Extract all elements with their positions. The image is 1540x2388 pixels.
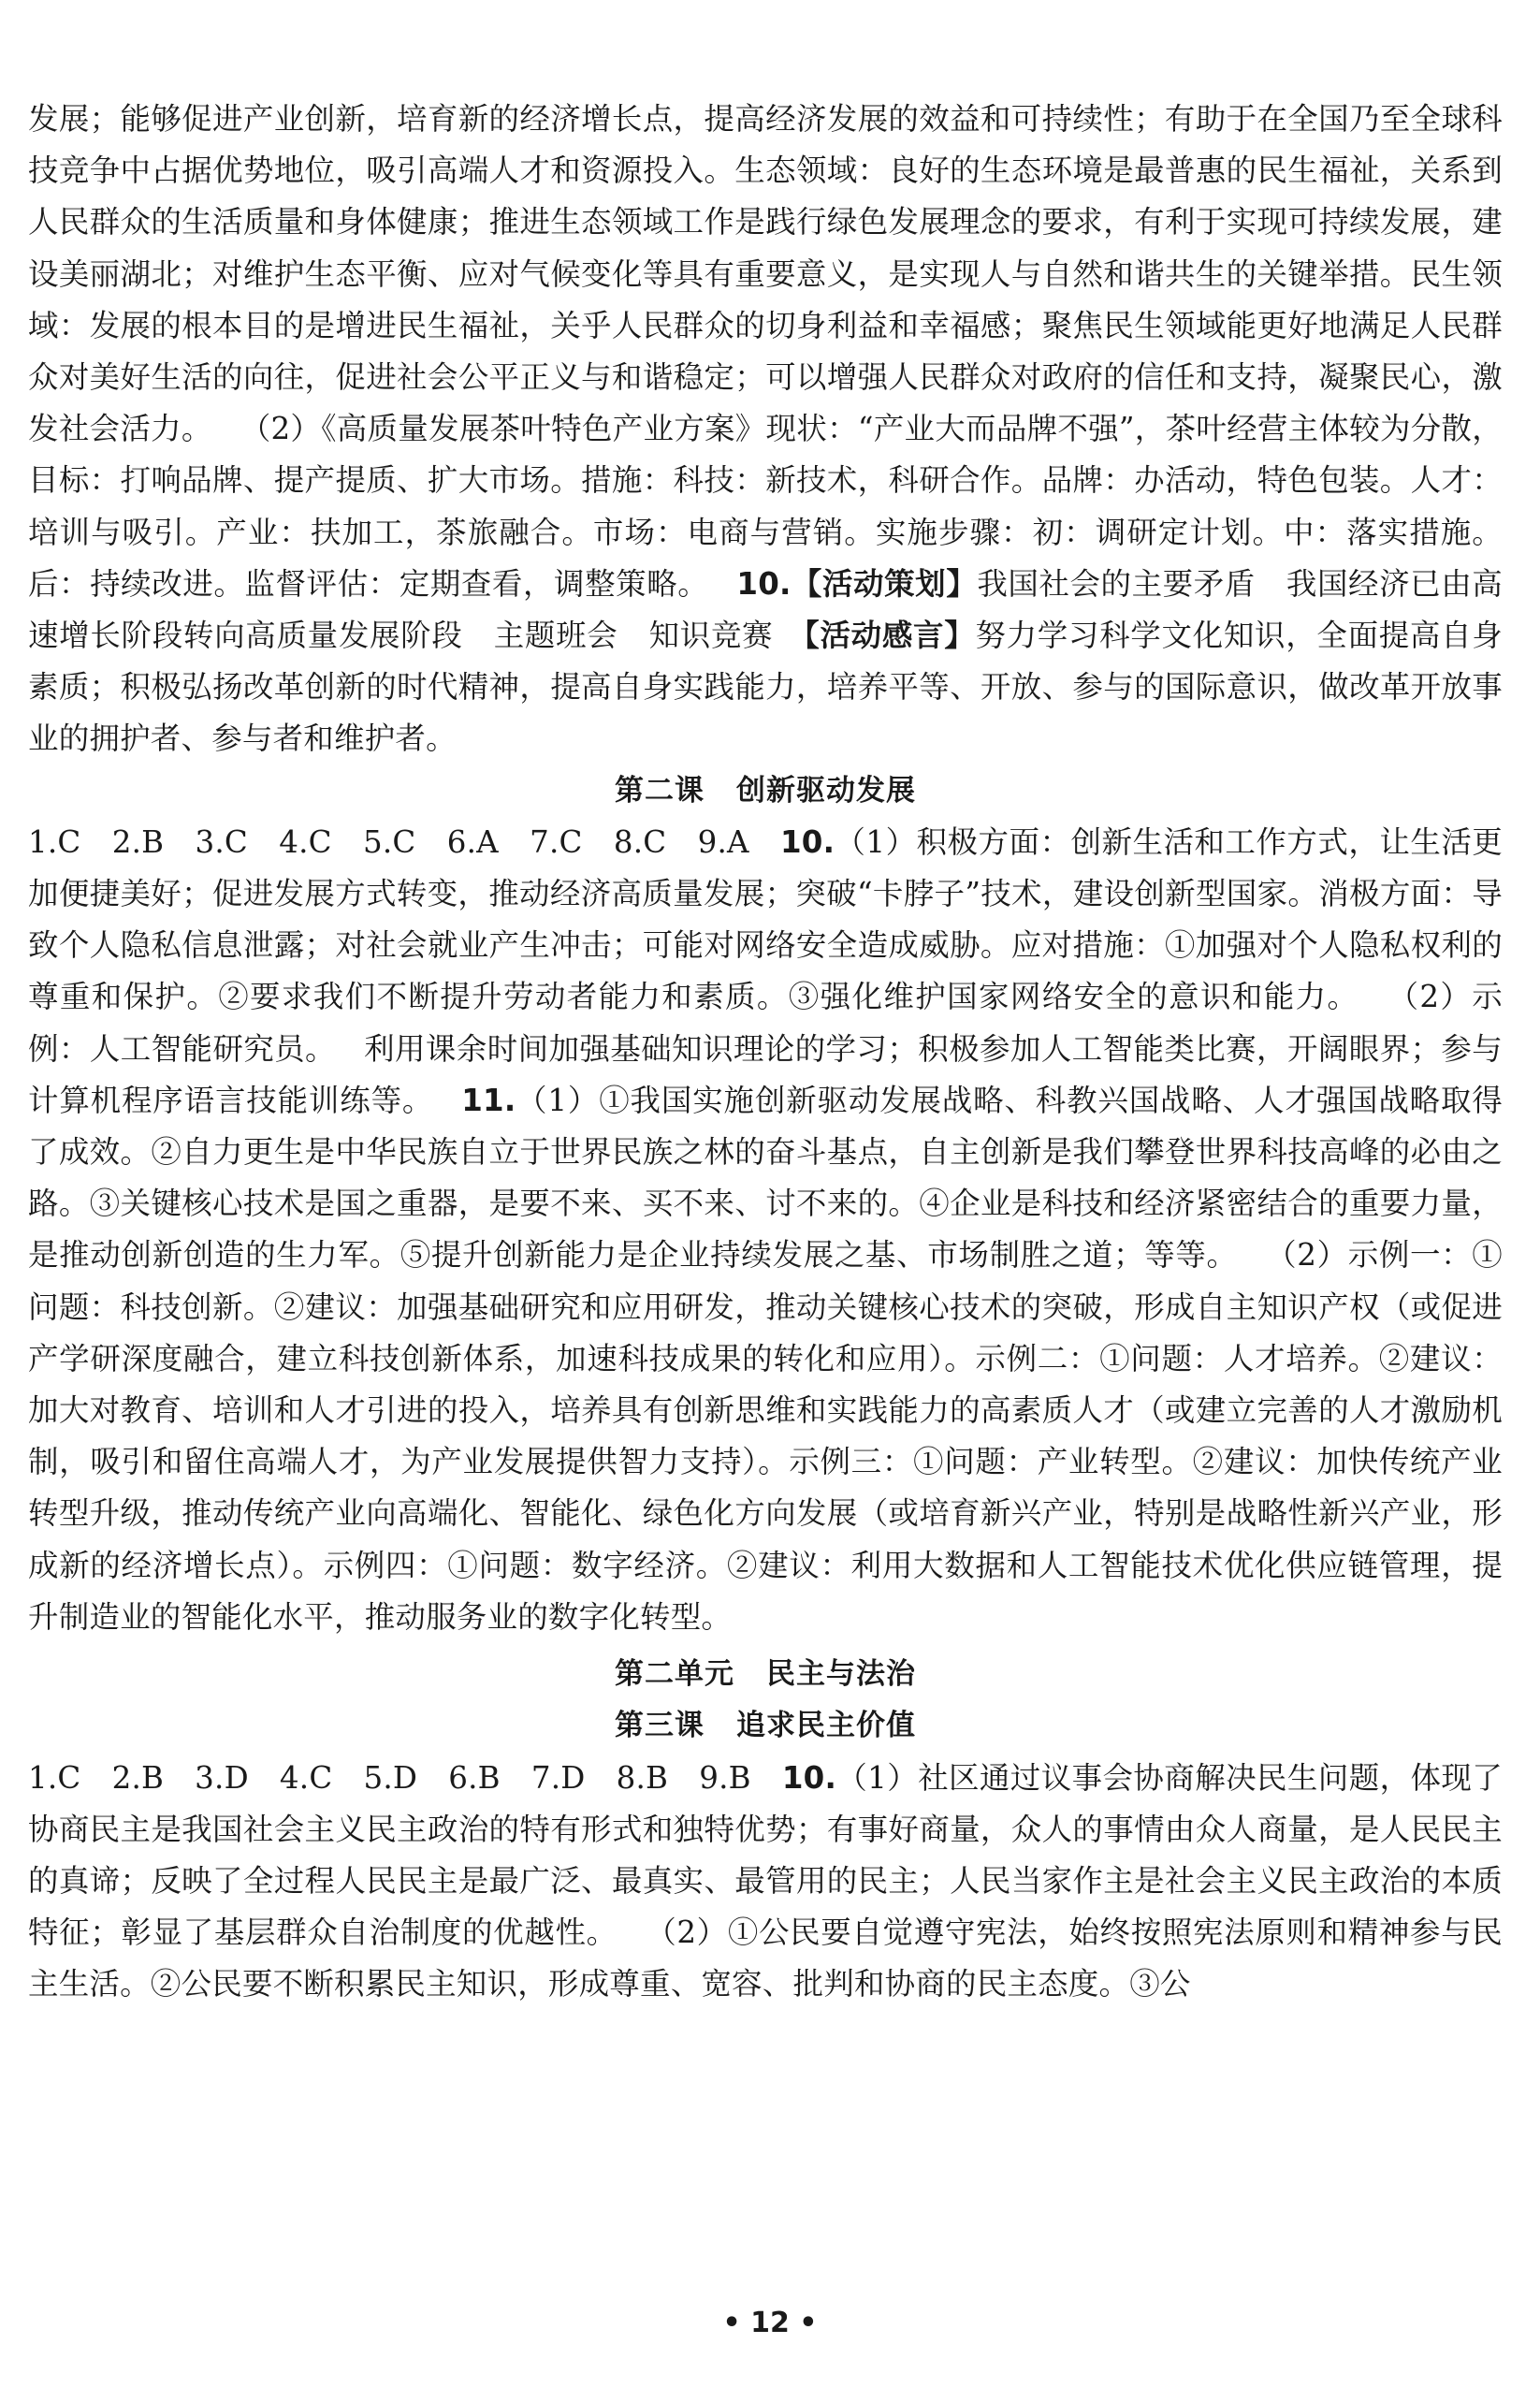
question-number-10: 10. bbox=[736, 565, 792, 602]
lesson3-number: 第三课 bbox=[615, 1709, 705, 1743]
answer-paragraph-lesson1-continued bbox=[28, 94, 1503, 765]
lesson2-choice-answers: 1.C 2.B 3.C 4.C 5.C 6.A 7.C 8.C 9.A bbox=[28, 823, 780, 860]
lesson3-title: 追求民主价值 bbox=[736, 1709, 916, 1743]
lesson3-answers bbox=[28, 1753, 1503, 2011]
lesson3-heading bbox=[28, 1700, 1503, 1752]
unit2-heading bbox=[28, 1649, 1503, 1700]
lesson2-question-number-10: 10. bbox=[779, 823, 835, 860]
lesson2-number: 第二课 bbox=[615, 773, 705, 808]
page-number: • 12 • bbox=[722, 2307, 818, 2339]
lesson2-title: 创新驱动发展 bbox=[736, 773, 916, 808]
lesson3-q10-part2: （2）①公民要自觉遵守宪法，始终按照宪法原则和精神参与民主生活。②公民要不断积累民主知识，形成尊重、宽容、批判和协商的民主态度。③公 bbox=[28, 1915, 1503, 2002]
lesson2-question-number-11: 11. bbox=[461, 1082, 516, 1118]
activity-reflection-text: 努力学习科学文化知识，全面提高自身素质；积极弘扬改革创新的时代精神，提高自身实践能力，培养平等、开放、参与的国际意识，做改革开放事业的拥护者、参与者和维护者。 bbox=[28, 618, 1503, 757]
activity-reflection-tag: 【活动感言】 bbox=[804, 618, 976, 654]
unit2-title: 民主与法治 bbox=[766, 1657, 916, 1692]
lesson1-q9-text: 发展；能够促进产业创新，培育新的经济增长点，提高经济发展的效益和可持续性；有助于在全国乃至全球科技竞争中占据优势地位，吸引高端人才和资源投入。生态领域：良好的生态环境是最普惠的民生福祉，关系到人民群众的生活质量和身体健康；推进生态领域工作是践行绿色发展理念的要求，有利于实现可持续发展，建设美丽湖北；对维护生态平衡、应对气候变化等具有重要意义，是实现人与自然和谐共生的关键举措。民生领域：发展的根本目的是增进民生福祉，关乎人民群众的切身利益和幸福感；聚焦民生领域能更好地满足人民群众对美好生活的向往，促进社会公平正义与和谐稳定；可以增强人民群众对政府的信任和支持，凝聚民心，激发社会活力。 bbox=[28, 101, 1503, 447]
lesson2-q10-part1: （1）积极方面：创新生活和工作方式，让生活更加便捷美好；促进发展方式转变，推动经济高质量发展；突破“卡脖子”技术，建设创新型国家。消极方面：导致个人隐私信息泄露；对社会就业产生冲击；可能对网络安全造成威胁。应对措施：①加强对个人隐私权利的尊重和保护。②要求我们不断提升劳动者能力和素质。③强化维护国家网络安全的意识和能力。 bbox=[28, 823, 1504, 1015]
lesson3-choice-answers: 1.C 2.B 3.D 4.C 5.D 6.B 7.D 8.B 9.B bbox=[28, 1759, 782, 1796]
activity-plan-tag: 【活动策划】 bbox=[791, 565, 978, 602]
lesson2-q10-part2: （2）示例：人工智能研究员。 bbox=[28, 979, 1503, 1067]
lesson2-q10-part3: 利用课余时间加强基础知识理论的学习；积极参加人工智能类比赛，开阔眼界；参与计算机程序语言技能训练等。 bbox=[28, 1030, 1503, 1118]
lesson2-q11-part2: （2）示例一：①问题：科技创新。②建议：加强基础研究和应用研发，推动关键核心技术的突破，形成自主知识产权（或促进产学研深度融合，建立科技创新体系，加速科技成果的转化和应用）。示例二：①问题：人才培养。②建议：加大对教育、培训和人才引进的投入，培养具有创新思维和实践能力的高素质人才（或建立完善的人才激励机制，吸引和留住高端人才，为产业发展提供智力支持）。示例三：①问题：产业转型。②建议：加快传统产业转型升级，推动传统产业向高端化、智能化、绿色化方向发展（或培育新兴产业，特别是战略性新兴产业，形成新的经济增长点）。示例四：①问题：数字经济。②建议：利用大数据和人工智能技术优化供应链管理，提升制造业的智能化水平，推动服务业的数字化转型。 bbox=[28, 1237, 1503, 1635]
lesson2-heading bbox=[28, 765, 1503, 817]
lesson2-answers bbox=[28, 817, 1503, 1643]
lesson3-question-number-10: 10. bbox=[781, 1759, 837, 1796]
unit2-number: 第二单元 bbox=[615, 1657, 734, 1692]
lesson1-q9-part2-text: （2）《高质量发展茶叶特色产业方案》现状：“产业大而品牌不强”，茶叶经营主体较为分散，目标：打响品牌、提产提质、扩大市场。措施：科技：新技术，科研合作。品牌：办活动，特色包装。人才：培训与吸引。产业：扶加工，茶旅融合。市场：电商与营销。实施步骤：初：调研定计划。中：落实措施。后：持续改进。监督评估：定期查看，调整策略。 bbox=[28, 411, 1503, 602]
activity-plan-text: 我国社会的主要矛盾 我国经济已由高速增长阶段转向高质量发展阶段 主题班会 知识竞赛 bbox=[28, 565, 1504, 654]
lesson3-q10-part1: （1）社区通过议事会协商解决民生问题，体现了协商民主是我国社会主义民主政治的特有形式和独特优势；有事好商量，众人的事情由众人商量，是人民民主的真谛；反映了全过程人民民主是最广泛、最真实、最管用的民主；人民当家作主是社会主义民主政治的本质特征；彰显了基层群众自治制度的优越性。 bbox=[28, 1759, 1504, 1951]
lesson2-q11-part1: （1）①我国实施创新驱动发展战略、科教兴国战略、人才强国战略取得了成效。②自力更生是中华民族自立于世界民族之林的奋斗基点，自主创新是我们攀登世界科技高峰的必由之路。③关键核心技术是国之重器，是要不来、买不来、讨不来的。④企业是科技和经济紧密结合的重要力量，是推动创新创造的生力军。⑤提升创新能力是企业持续发展之基、市场制胜之道；等等。 bbox=[28, 1082, 1503, 1274]
